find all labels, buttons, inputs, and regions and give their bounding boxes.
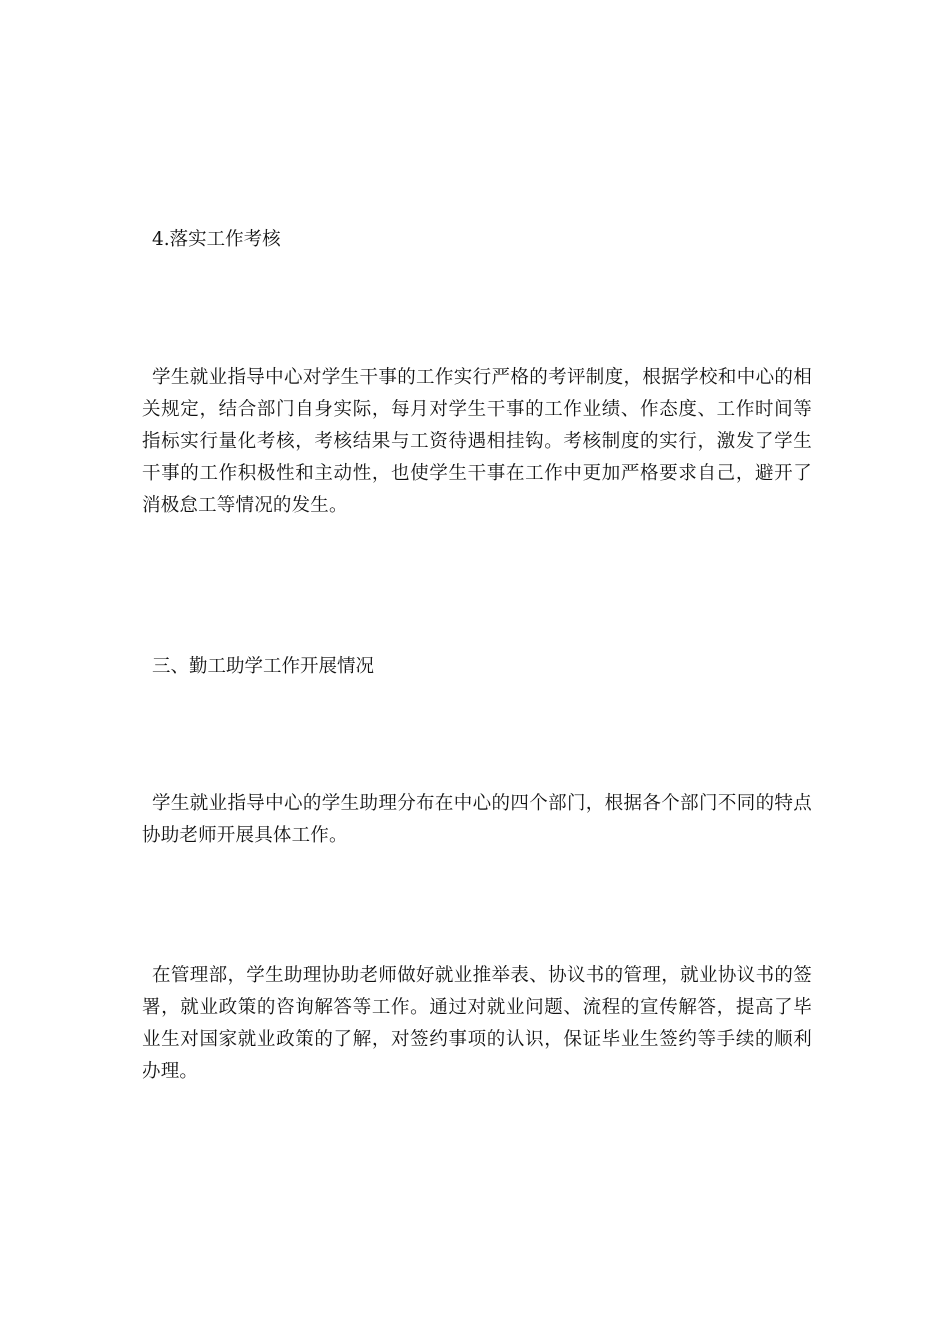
paragraph-assessment: 学生就业指导中心对学生干事的工作实行严格的考评制度，根据学校和中心的相关规定，结合部门自身实际，每月对学生干事的工作业绩、作态度、工作时间等指标实行量化考核，考核结果与工资待遇相挂钩。考核制度的实行，激发了学生干事的工作积极性和主动性，也使学生干事在工作中更加严格要求自己，避开了消极怠工等情况的发生。 [142,367,812,516]
paragraph-student-assistants: 学生就业指导中心的学生助理分布在中心的四个部门，根据各个部门不同的特点协助老师开展具体工作。 [142,793,812,846]
paragraph-management-dept: 在管理部，学生助理协助老师做好就业推举表、协议书的管理，就业协议书的签署，就业政策的咨询解答等工作。通过对就业问题、流程的宣传解答，提高了毕业生对国家就业政策的了解，对签约事项的认识，保证毕业生签约等手续的顺利办理。 [142,965,812,1082]
section-heading-three: 三、勤工助学工作开展情况 [152,656,375,677]
section-heading-4: 4.落实工作考核 [152,229,281,250]
